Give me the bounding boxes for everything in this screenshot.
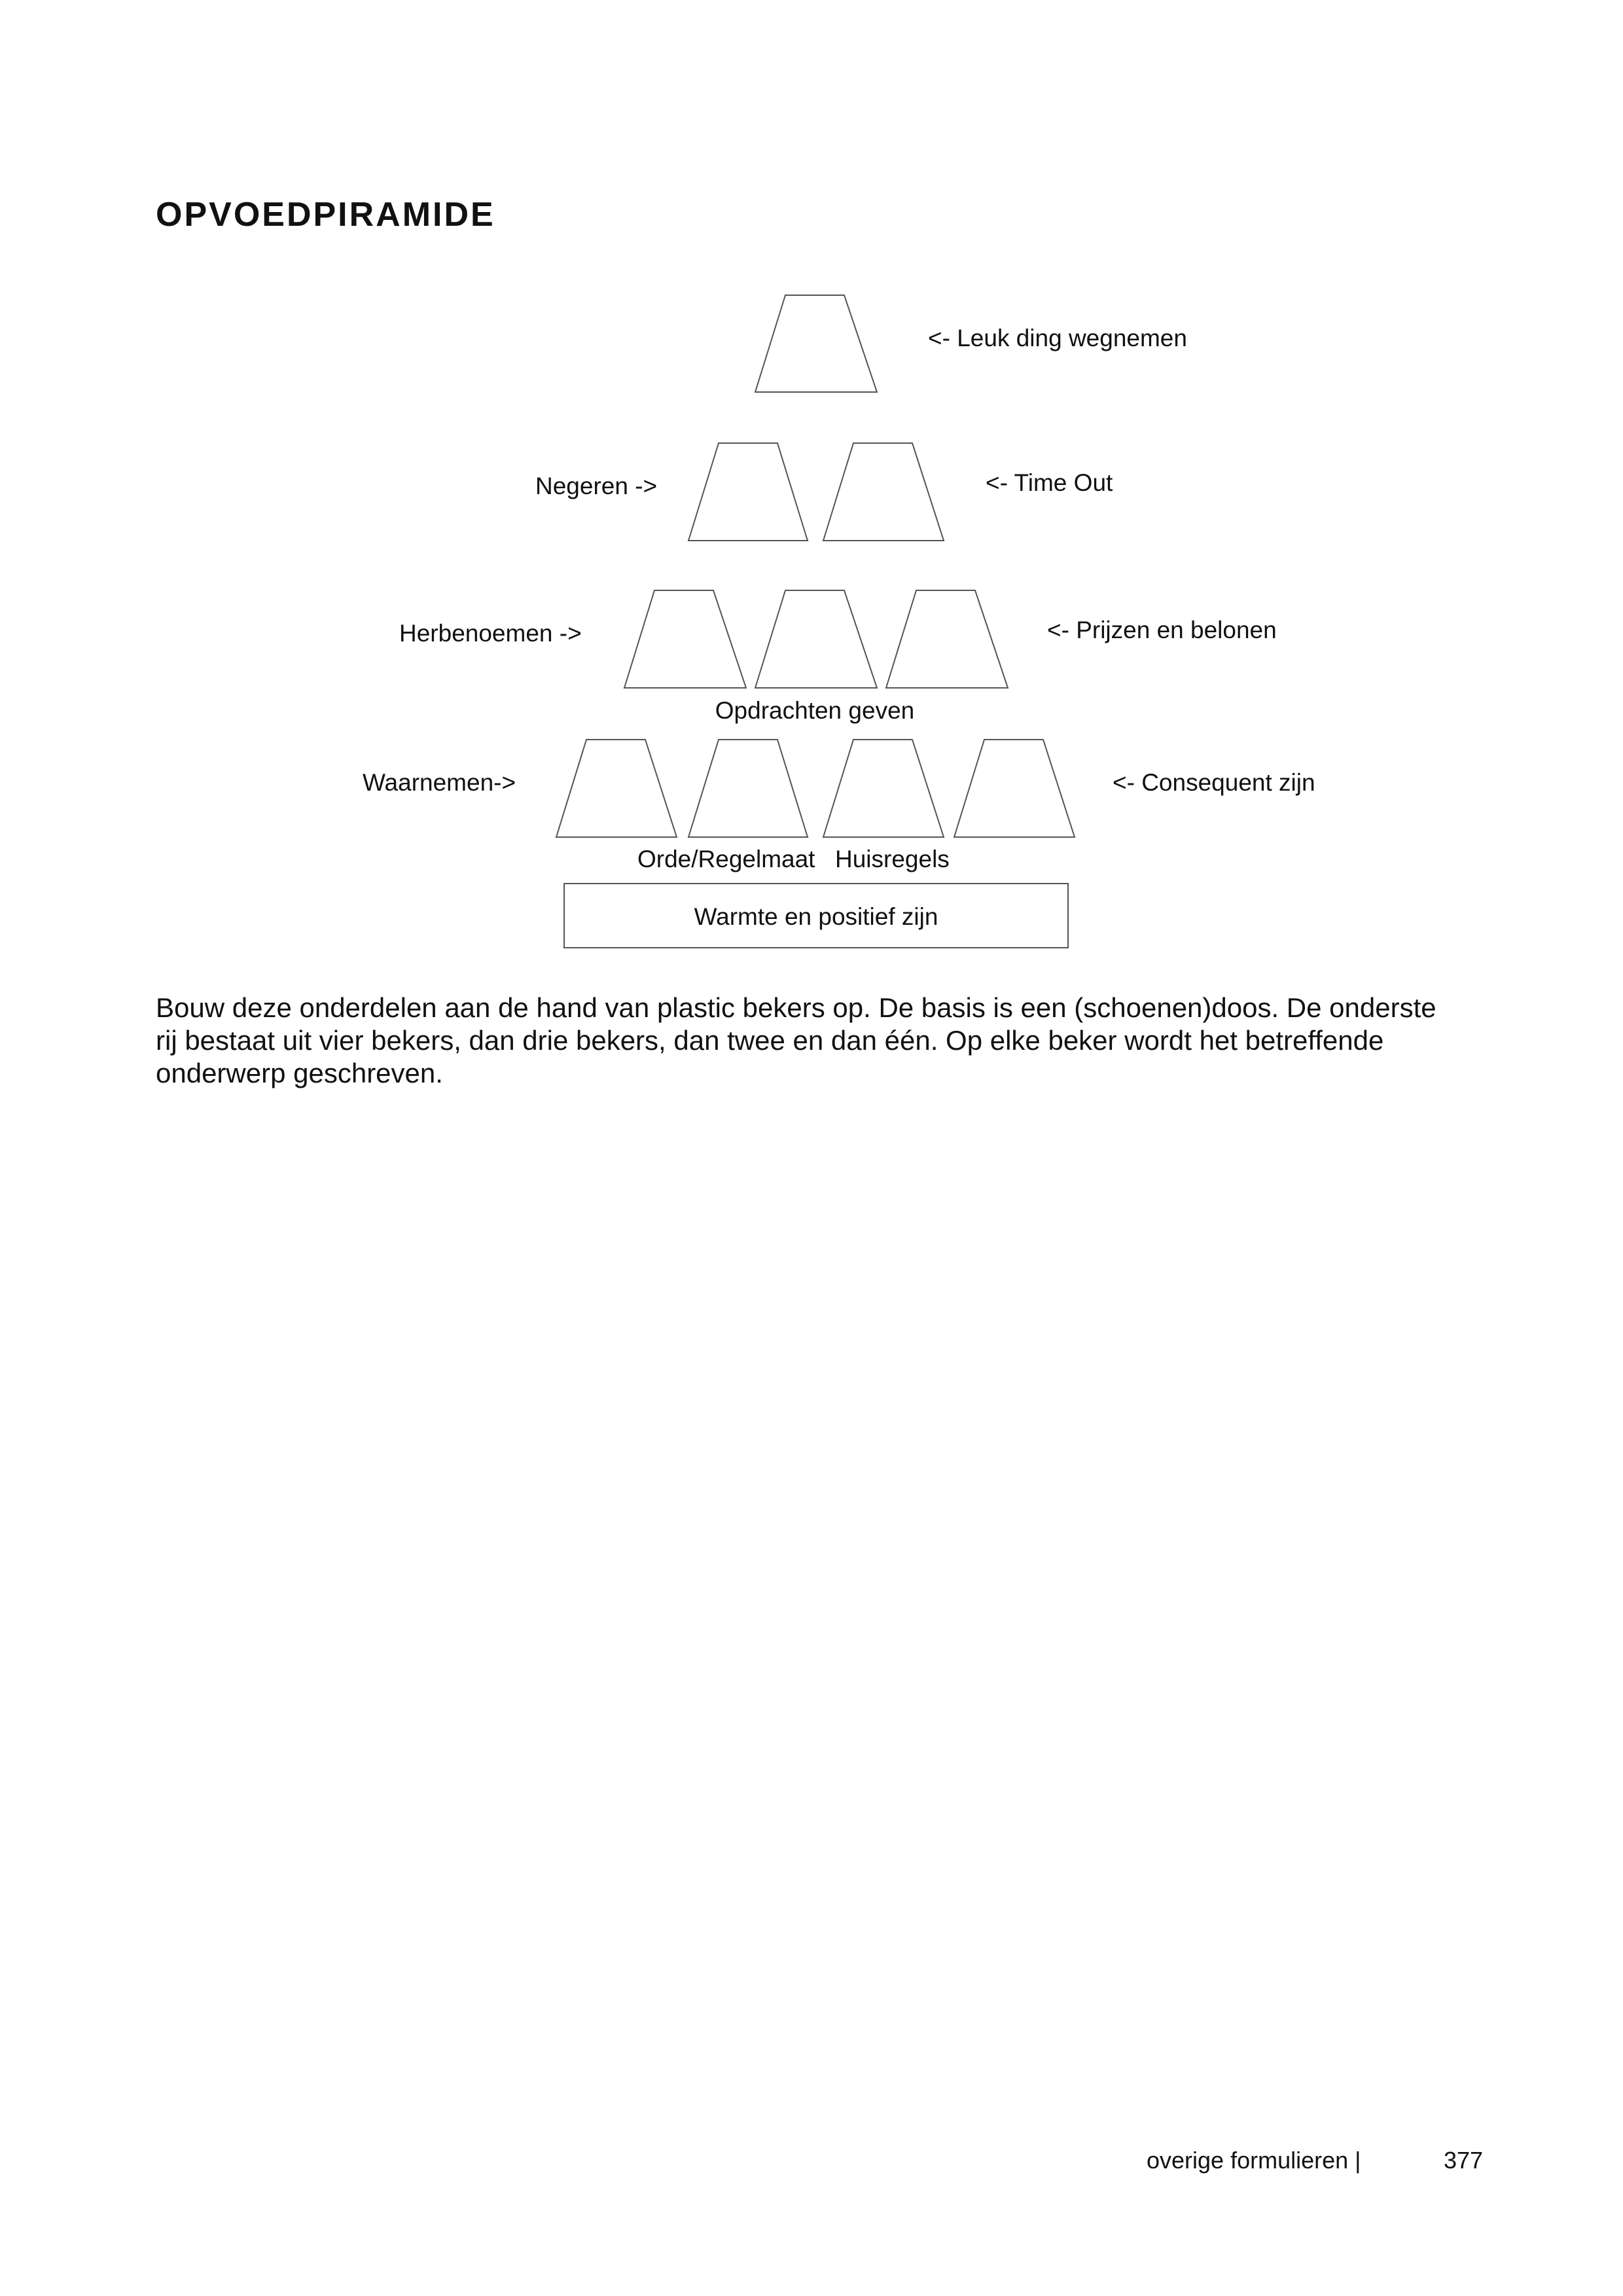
label-warmte-en-positief-zijn: Warmte en positief zijn (694, 903, 938, 930)
label-waarnemen: Waarnemen-> (363, 769, 516, 796)
parenting-pyramid-diagram (0, 0, 1623, 982)
label-prijzen-en-belonen: <- Prijzen en belonen (1047, 617, 1277, 643)
cup-row3-3 (886, 590, 1008, 688)
label-herbenoemen: Herbenoemen -> (399, 620, 582, 647)
instruction-paragraph: Bouw deze onderdelen aan de hand van plastic bekers op. De basis is een (schoenen)doos. De onderste rij bestaat uit vier bekers, dan drie bekers, dan twee en dan één. Op elke beker wordt het betreffende onderwerp geschreven. (156, 992, 1436, 1088)
label-opdrachten-geven: Opdrachten geven (715, 697, 915, 724)
label-huisregels: Huisregels (835, 846, 950, 872)
cup-row3-2 (755, 590, 877, 688)
cup-row1-1 (755, 295, 877, 392)
page-number: 377 (1444, 2147, 1484, 2174)
cup-row4-2 (688, 740, 808, 837)
cup-row4-1 (556, 740, 677, 837)
label-consequent-zijn: <- Consequent zijn (1113, 769, 1315, 796)
label-orde-regelmaat: Orde/Regelmaat (637, 846, 815, 872)
cup-row3-1 (624, 590, 746, 688)
cup-row4-3 (823, 740, 944, 837)
label-time-out: <- Time Out (986, 469, 1113, 496)
cup-row4-4 (954, 740, 1075, 837)
label-leuk-ding-wegnemen: <- Leuk ding wegnemen (928, 325, 1187, 351)
cup-row2-2 (823, 443, 944, 541)
cup-row2-1 (688, 443, 808, 541)
footer-section-label: overige formulieren | (1147, 2147, 1361, 2174)
label-negeren: Negeren -> (535, 473, 658, 499)
page-title: OPVOEDPIRAMIDE (156, 196, 495, 234)
